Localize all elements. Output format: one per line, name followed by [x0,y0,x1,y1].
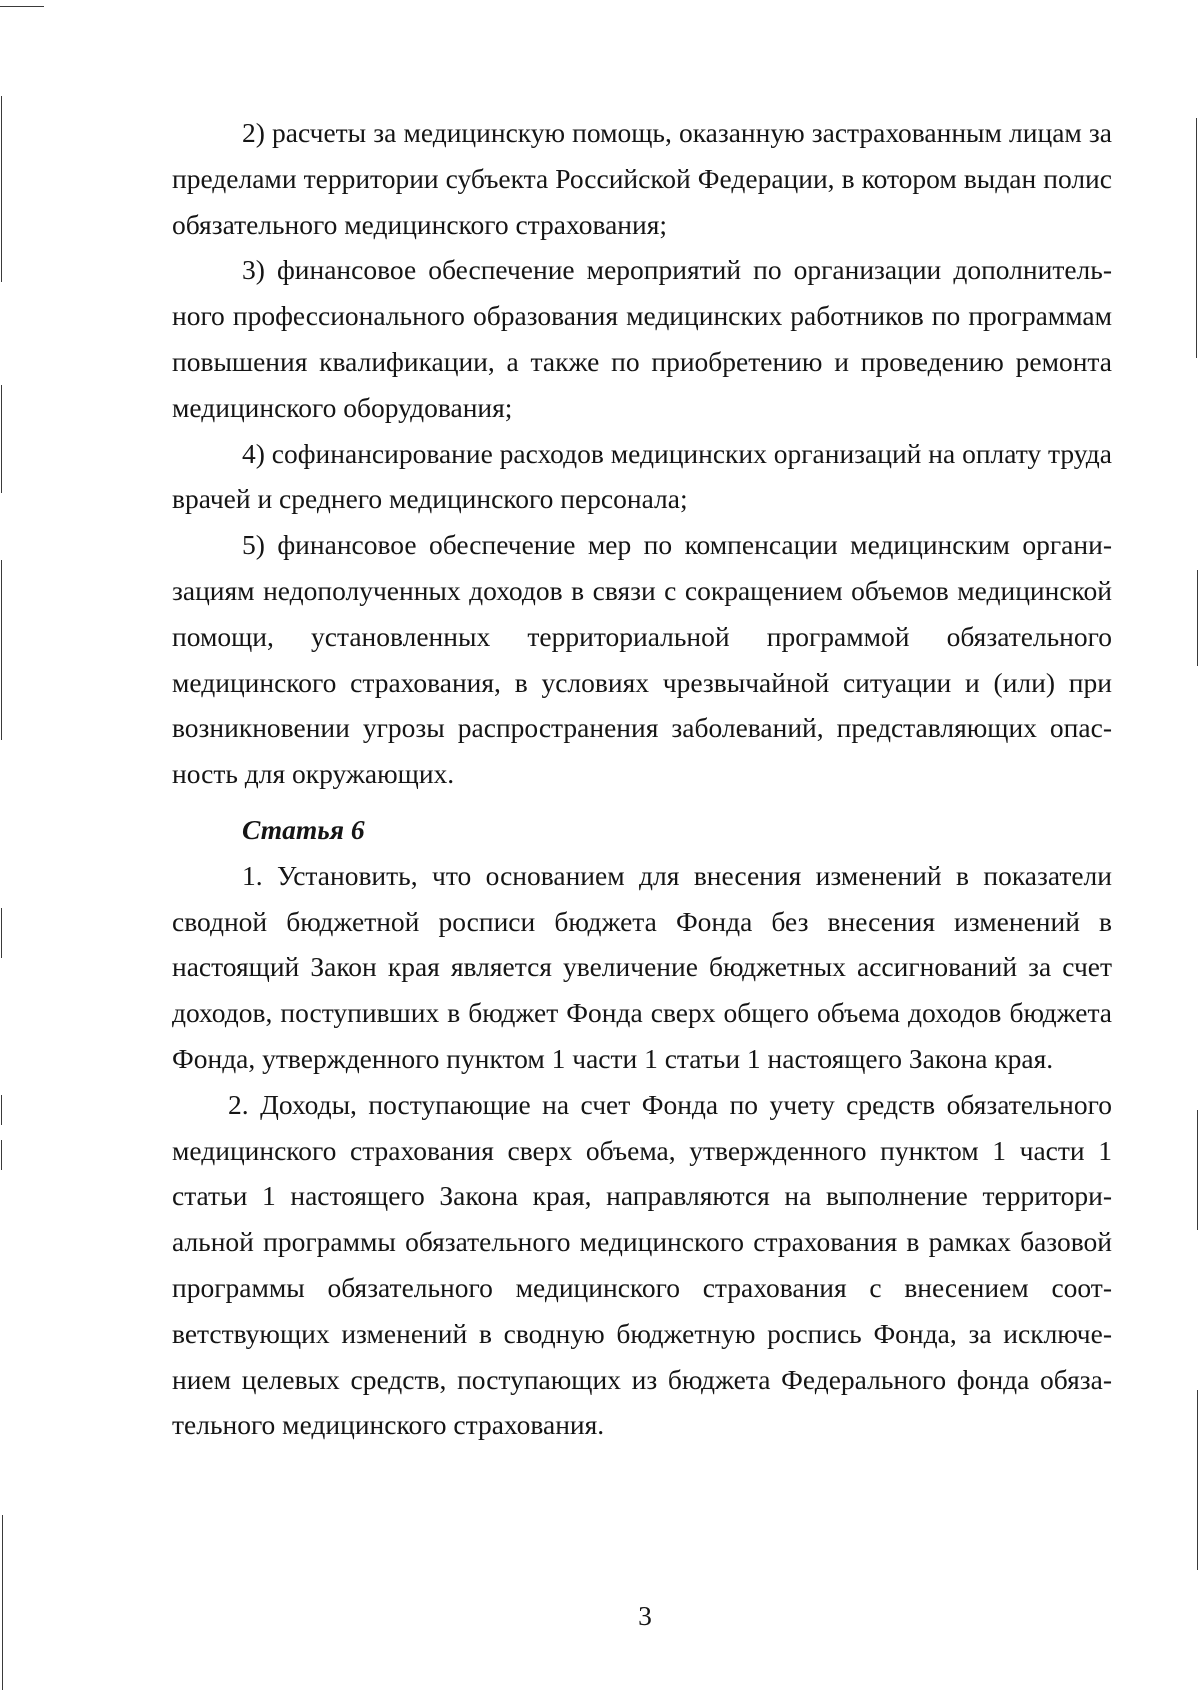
document-body [172,110,1112,1448]
article-paragraph-2: 2. Доходы, поступающие на счет Фонда по учету средств обязательного медицинского страхования сверх объема, утвержденного пунктом 1 части 1 статьи 1 настоящего Закона края, направляются на выполнение территориальной программы обязательного медицинского страхования в рамках базовой программы обязательного медицинского страхования с внесением соответствующих изменений в сводную бюджетную роспись Фонда, за исключением целевых средств, поступающих из бюджета Федерального фонда обязательного медицинского страхования. [172,1088,1112,1441]
article-heading: Статья 6 [242,813,365,845]
paragraph-item-5: 5) финансовое обеспечение мер по компенсации медицинским организациям недополученных доходов в связи с сокращением объемов медицинской помощи, установленных территориальной программой обязательного медицинского страхования, в условиях чрезвычайной ситуации и (или) при возникновении угрозы распространения заболеваний, представляющих опасность для окружающих. [172,529,1112,790]
scan-mark-left-3 [1,560,2,740]
scan-mark-right-1 [1196,118,1197,358]
article-paragraph-1: 1. Установить, что основанием для внесения изменений в показатели сводной бюджетной росписи бюджета Фонда без внесения изменений в настоящий Закон края является увеличение бюджетных ассигнований за счет доходов, поступивших в бюджет Фонда сверх общего объема доходов бюджета Фонда, утвержденного пунктом 1 части 1 статьи 1 настоящего Закона края. [172,859,1112,1074]
paragraph-item-4: 4) софинансирование расходов медицинских организаций на оплату труда врачей и среднего медицинского персонала; [172,437,1112,515]
scan-mark-left-6 [1,1140,2,1170]
scan-mark-top-left [0,6,44,7]
scan-mark-left-2 [1,385,2,493]
paragraph-item-3: 3) финансовое обеспечение мероприятий по организации дополнительного профессионального образования медицинских работников по программам повышения квалификации, а также по приобретению и проведению ремонта медицинского оборудования; [172,254,1112,423]
scan-mark-right-2 [1197,570,1198,666]
page-number: 3 [638,1600,652,1631]
scan-mark-left-1 [1,96,2,282]
paragraph-item-2: 2) расчеты за медицинскую помощь, оказанную застрахованным лицам за пределами территории субъекта Российской Федерации, в котором выдан полис обязательного медицинского страхования; [172,117,1112,240]
scan-mark-left-4 [1,908,2,958]
scan-mark-right-3 [1197,1110,1198,1230]
scan-mark-left-5 [1,1095,2,1125]
scan-mark-right-4 [1197,1390,1198,1570]
